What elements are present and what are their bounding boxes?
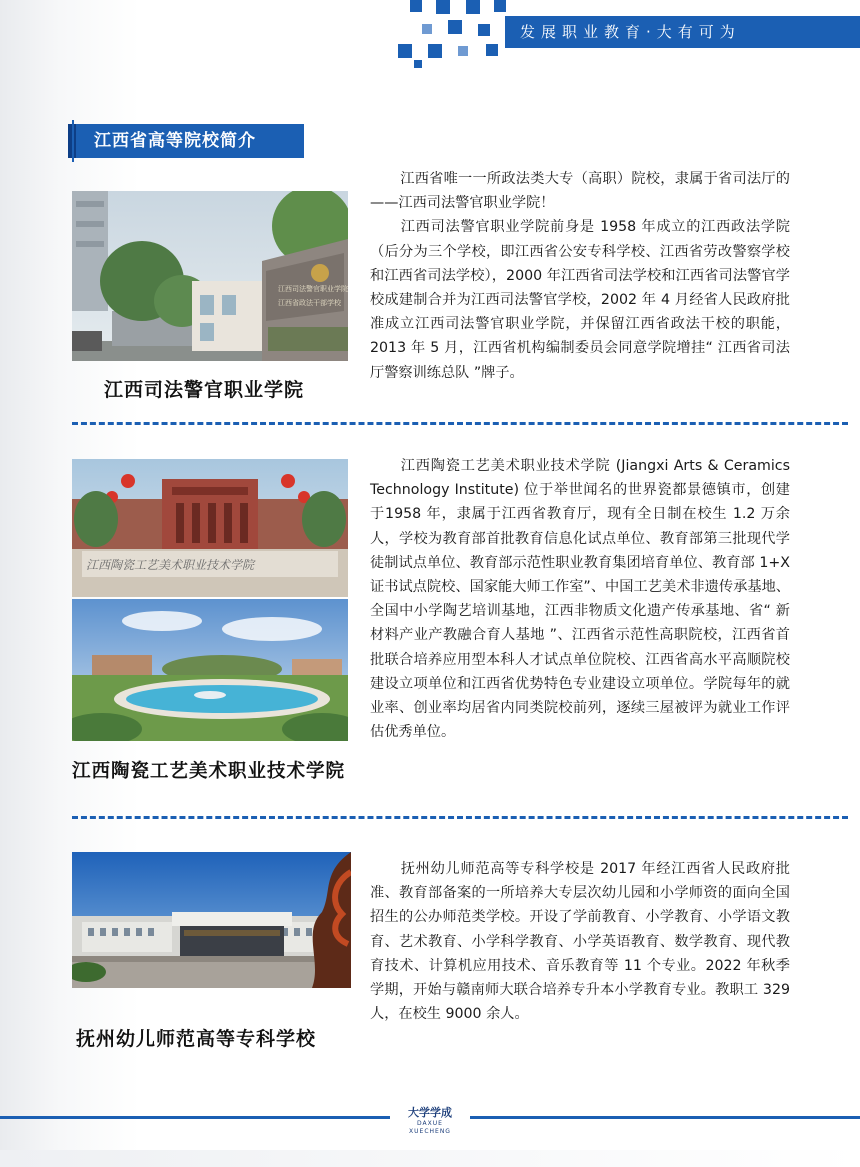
svg-text:江西陶瓷工艺美术职业技术学院: 江西陶瓷工艺美术职业技术学院	[86, 558, 255, 572]
paragraph	[370, 857, 790, 1026]
footer-logo-subtext: DAXUE XUECHENG	[409, 1120, 451, 1135]
paragraph-text: 江西司法警官职业学院前身是 1958 年成立的江西政法学院（后分为三个学校，即江西省公安专科学校、江西省劳改警察学校和江西省司法学校），2000 年江西省司法学校和江西省司法警官学校成建制合并为江西司法警官学校，2002 年 4 月经省人民政府批准成立江西司法警官职业学院，并保留江西省政法干校的职能，2013 年 5 月，江西省机构编制委员会同意学院增挂“ 江西省司法厅警察训练总队 ”牌子。	[370, 219, 790, 381]
footer-line-left	[0, 1116, 390, 1119]
header-square-decoration	[422, 24, 432, 34]
school-description	[370, 167, 790, 385]
school-photo-jiangxi-ceramics-bottom	[72, 599, 348, 741]
school-photo-fuzhou-preschool-teachers	[72, 852, 351, 988]
header-square-decoration	[494, 0, 506, 12]
paragraph	[370, 167, 790, 215]
header-square-decoration	[466, 0, 480, 14]
footer-logo	[397, 1106, 463, 1135]
footer-logo-text: 大学学成	[408, 1106, 452, 1119]
header-square-decoration	[410, 0, 422, 12]
paragraph	[370, 454, 790, 744]
section-title-tag	[68, 124, 304, 158]
header-square-decoration	[414, 60, 422, 68]
school-photo-jiangxi-judicial-police	[72, 191, 348, 361]
school-name: 江西司法警官职业学院	[104, 379, 305, 401]
section-divider	[72, 422, 848, 425]
school-name: 抚州幼儿师范高等专科学校	[76, 1028, 317, 1050]
school-description	[370, 857, 790, 1026]
header-square-decoration	[428, 44, 442, 58]
section-divider	[72, 816, 848, 819]
paragraph	[370, 215, 790, 384]
school-description	[370, 454, 790, 744]
section-title: 江西省高等院校简介	[94, 131, 256, 151]
paragraph-text: 江西省唯一一所政法类大专（高职）院校，隶属于省司法厅的——江西司法警官职业学院！	[370, 171, 790, 212]
svg-text:江西省政法干部学校: 江西省政法干部学校	[278, 299, 341, 307]
header-square-decoration	[436, 0, 450, 14]
header-square-decoration	[486, 44, 498, 56]
header-slogan: 发展职业教育·大有可为	[520, 23, 741, 41]
header-square-decoration	[478, 24, 490, 36]
school-photo-jiangxi-ceramics-top	[72, 459, 348, 597]
bottom-band	[0, 1150, 860, 1167]
school-name: 江西陶瓷工艺美术职业技术学院	[72, 761, 346, 782]
header-square-decoration	[448, 20, 462, 34]
svg-text:江西司法警官职业学院: 江西司法警官职业学院	[278, 285, 348, 293]
paragraph-text: 抚州幼儿师范高等专科学校是 2017 年经江西省人民政府批准、教育部备案的一所培养大专层次幼儿园和小学师资的面向全国招生的公办师范类学校。开设了学前教育、小学教育、小学语文教育、艺术教育、小学科学教育、小学英语教育、数学教育、现代教育技术、计算机应用技术、音乐教育等 11 个专业。2022 年秋季学期，开始与赣南师大联合培养专升本小学教育专业。教职工 329 人，在校生 9000 余人。	[370, 861, 790, 1023]
paragraph-text: 江西陶瓷工艺美术职业技术学院 (Jiangxi Arts & Ceramics Technology Institute) 位于举世闻名的世界瓷都景德镇市，创建于1958 年，隶属于江西省教育厅，现有全日制在校生 1.2 万余人，学校为教育部首批教育信息化试点单位、教育部第三批现代学徒制试点单位、教育部示范性职业教育集团培育单位、教育部 1+X 证书试点院校、国家能大师工作室”、中国工艺美术非遗传承基地、全国中小学陶艺培训基地，江西非物质文化遗产传承基地、省“ 新材料产业产教融合育人基地 ”、江西省示范性高职院校，江西省首批联合培养应用型本科人才试点单位院校、江西省高水平高顺院校建设立项单位和江西省优势特色专业建设立项单位。学院每年的就业率、创业率均居省内同类院校前列，逐续三屋被评为就业工作评估优秀单位。	[370, 458, 790, 741]
footer-line-right	[470, 1116, 860, 1119]
header-square-decoration	[398, 44, 412, 58]
header-square-decoration	[458, 46, 468, 56]
